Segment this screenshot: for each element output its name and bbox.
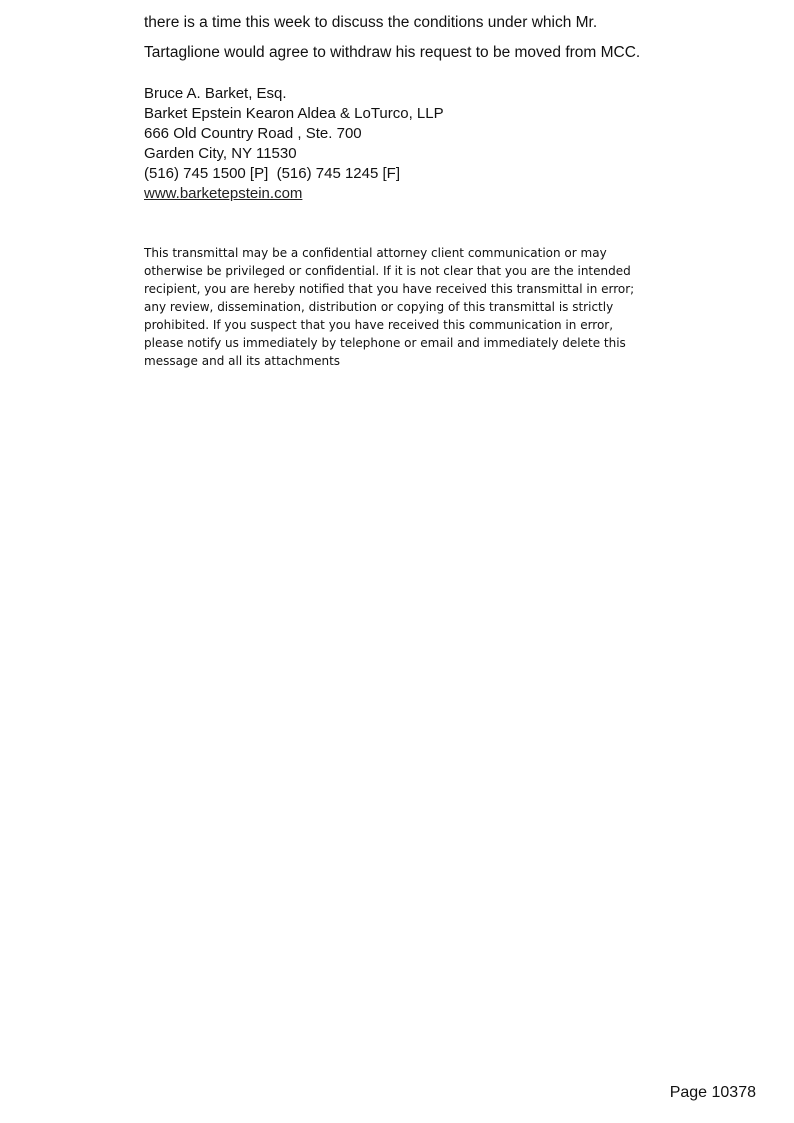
disclaimer-line: message and all its attachments — [144, 354, 341, 368]
confidentiality-disclaimer — [144, 244, 664, 370]
disclaimer-line: please notify us immediately by telephone or email and immediately delete this — [144, 336, 626, 350]
disclaimer-line: any review, dissemination, distribution or copying of this transmittal is strictly — [144, 300, 614, 314]
email-body-cut-line: there is a time this week to discuss the conditions under which Mr. — [144, 14, 598, 31]
signature-address-street: 666 Old Country Road , Ste. 700 — [144, 125, 362, 142]
disclaimer-line: prohibited. If you suspect that you have received this communication in error, — [144, 318, 614, 332]
signature-name: Bruce A. Barket, Esq. — [144, 85, 287, 102]
page-number: Page 10378 — [669, 1084, 756, 1101]
signature-address-city: Garden City, NY 11530 — [144, 145, 297, 162]
signature-website-link[interactable]: www.barketepstein.com — [144, 185, 303, 202]
email-body-line: Tartaglione would agree to withdraw his request to be moved from MCC. — [144, 44, 641, 61]
signature-block — [144, 84, 444, 204]
signature-phone: (516) 745 1500 [P] (516) 745 1245 [F] — [144, 165, 401, 182]
signature-firm: Barket Epstein Kearon Aldea & LoTurco, LLP — [144, 105, 444, 122]
disclaimer-line: This transmittal may be a confidential attorney client communication or may — [144, 246, 607, 260]
disclaimer-line: otherwise be privileged or confidential. If it is not clear that you are the intended — [144, 264, 631, 278]
disclaimer-line: recipient, you are hereby notified that you have received this transmittal in error; — [144, 282, 635, 296]
